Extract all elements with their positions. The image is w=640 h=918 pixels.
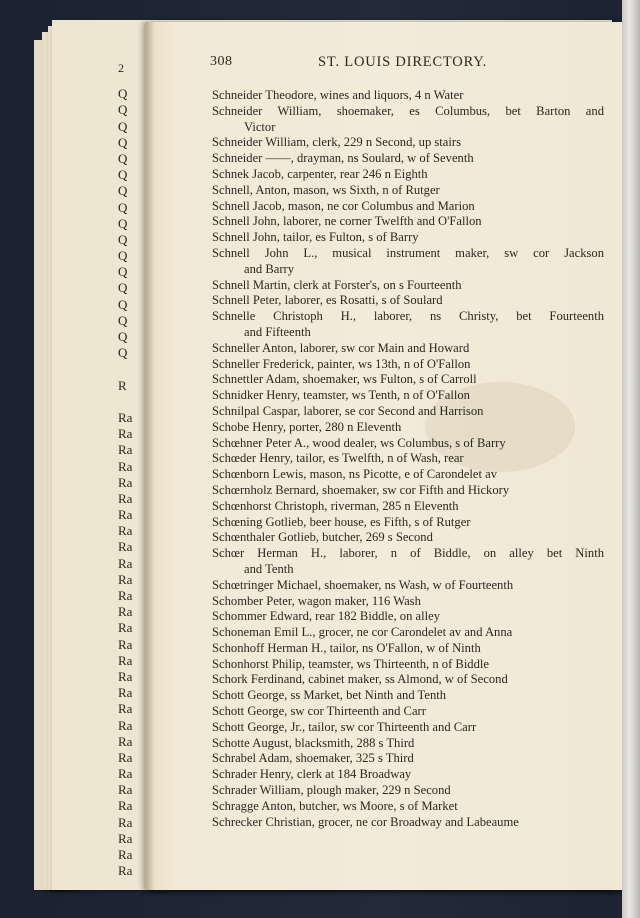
directory-entry [212, 530, 604, 546]
entry-text: Schonhorst Philip, teamster, ws Thirteenth, n of Biddle [212, 656, 489, 671]
directory-entry [212, 214, 604, 230]
entry-text: Schott George, ss Market, bet Ninth and Tenth [212, 688, 447, 703]
directory-entry [212, 799, 604, 815]
entry-text: Schneller Frederick, painter, ws 13th, n of O'Fallon [212, 356, 471, 371]
directory-entry [212, 594, 604, 610]
entry-text: Schrader Henry, clerk at 184 Broadway [212, 767, 412, 782]
underlying-page-text [118, 60, 148, 879]
entry-text: Schobe Henry, porter, 280 n Eleventh [212, 419, 402, 434]
entry-continuation: and Fifteenth [244, 324, 311, 339]
directory-entry [212, 688, 604, 704]
underlying-letter: Q [118, 329, 128, 344]
entry-text: Schnell John, laborer, ne corner Twelfth and O'Fallon [212, 214, 482, 229]
directory-entry [212, 515, 604, 531]
entry-text: Schnek Jacob, carpenter, rear 246 n Eighth [212, 166, 428, 181]
underlying-letter: Ra [118, 620, 133, 636]
underlying-letter [118, 361, 148, 377]
entry-text: Schneider William, shoemaker, es Columbus, bet Barton and [212, 103, 604, 118]
entry-text: Schneider William, clerk, 229 n Second, up stairs [212, 135, 461, 150]
directory-entry [212, 467, 604, 483]
directory-entry [212, 357, 604, 373]
directory-entry [212, 783, 604, 799]
underlying-letter: Ra [118, 409, 133, 425]
entry-text: Schnelle Christoph H., laborer, ns Christy, bet Fourteenth [212, 309, 604, 324]
underlying-letter: Ra [118, 555, 133, 571]
entry-text: Schommer Edward, rear 182 Biddle, on alley [212, 609, 441, 624]
directory-entry [212, 704, 604, 720]
underlying-letter: Ra [118, 523, 133, 539]
directory-entry [212, 104, 604, 136]
underlying-letter: Ra [118, 798, 133, 814]
directory-entry [212, 672, 604, 688]
entry-continuation: and Barry [244, 261, 295, 276]
underlying-letter: Ra [118, 588, 133, 603]
directory-entry [212, 135, 604, 151]
page-number: 308 [210, 54, 233, 69]
directory-entry [212, 483, 604, 499]
entry-text: Schnell, Anton, mason, ws Sixth, n of Rutger [212, 182, 440, 197]
directory-entry [212, 309, 604, 341]
entry-text: Schœnborn Lewis, mason, ns Picotte, e of Carondelet av [212, 467, 498, 482]
book-right-edge [622, 0, 640, 918]
underlying-letter: Ra [118, 426, 133, 442]
underlying-letter: Ra [118, 458, 133, 474]
underlying-letter: R [118, 377, 127, 393]
directory-entry [212, 293, 604, 309]
entry-text: Schott George, Jr., tailor, sw cor Thirteenth and Carr [212, 719, 477, 734]
directory-entry [212, 451, 604, 467]
directory-entry [212, 404, 604, 420]
underlying-letter: Ra [118, 474, 133, 490]
underlying-letter: Ra [118, 830, 133, 846]
underlying-letter: Ra [118, 507, 133, 523]
underlying-letter: Q [118, 345, 128, 361]
directory-entry [212, 546, 604, 578]
underlying-letter: Q [118, 199, 128, 215]
entry-text: Schnell John L., musical instrument maker, sw cor Jackson [212, 245, 604, 260]
entry-text: Schnell Martin, clerk at Forster's, on s Fourteenth [212, 277, 462, 292]
underlying-letter: Ra [118, 490, 133, 506]
entry-continuation: and Tenth [244, 561, 294, 576]
directory-entry [212, 815, 604, 831]
underlying-letter: Ra [118, 539, 133, 555]
underlying-letter: Q [118, 280, 128, 296]
directory-entry [212, 436, 604, 452]
entry-text: Schœhner Peter A., wood dealer, ws Columbus, s of Barry [212, 435, 506, 450]
underlying-letter: Ra [118, 717, 133, 733]
underlying-letter: Q [118, 167, 128, 183]
entry-text: Schnell Jacob, mason, ne cor Columbus and Marion [212, 198, 475, 213]
entry-text: Schœning Gotlieb, beer house, es Fifth, s of Rutger [212, 514, 471, 529]
entry-text: Schrader William, plough maker, 229 n Second [212, 783, 451, 798]
underlying-letter: Ra [118, 652, 133, 668]
directory-entry [212, 751, 604, 767]
underlying-letter: Ra [118, 442, 133, 458]
entry-text: Schneider ——, drayman, ns Soulard, w of Seventh [212, 151, 474, 166]
underlying-letter: Ra [118, 847, 133, 862]
directory-entry [212, 151, 604, 167]
directory-entry [212, 578, 604, 594]
entry-text: Schomber Peter, wagon maker, 116 Wash [212, 593, 421, 608]
entry-text: Schnidker Henry, teamster, ws Tenth, n of O'Fallon [212, 388, 470, 403]
underlying-letter: Ra [118, 701, 133, 717]
directory-entry [212, 625, 604, 641]
entry-text: Schœtringer Michael, shoemaker, ns Wash, w of Fourteenth [212, 577, 514, 592]
underlying-letter [118, 394, 148, 410]
underlying-letter: Ra [118, 685, 133, 701]
entry-text: Schœnhorst Christoph, riverman, 285 n Eleventh [212, 498, 459, 513]
entry-continuation: Victor [244, 119, 276, 134]
underlying-letter: Q [118, 296, 128, 312]
entry-text: Schœnthaler Gotlieb, butcher, 269 s Second [212, 530, 433, 545]
directory-entry [212, 341, 604, 357]
underlying-page-number: 2 [118, 61, 124, 75]
underlying-letter: Q [118, 86, 128, 102]
underlying-letter: Q [118, 102, 128, 118]
underlying-letter: Ra [118, 668, 133, 684]
underlying-letter: Ra [118, 571, 133, 587]
directory-entry [212, 420, 604, 436]
underlying-letter: Q [118, 231, 128, 247]
underlying-letter: Q [118, 312, 128, 328]
entry-text: Schrecker Christian, grocer, ne cor Broadway and Labeaume [212, 814, 519, 829]
directory-entry [212, 372, 604, 388]
directory-entry [212, 388, 604, 404]
directory-entry [212, 183, 604, 199]
underlying-letter: Ra [118, 814, 133, 830]
entry-text: Schneider Theodore, wines and liquors, 4 n Water [212, 88, 464, 102]
underlying-letter: Ra [118, 636, 133, 652]
directory-entry [212, 230, 604, 246]
underlying-letter: Ra [118, 766, 133, 782]
entry-text: Schork Ferdinand, cabinet maker, ss Almond, w of Second [212, 672, 508, 687]
entry-text: Schœder Henry, tailor, es Twelfth, n of Wash, rear [212, 451, 464, 466]
underlying-letter: Ra [118, 749, 133, 765]
entry-text: Schœrnholz Bernard, shoemaker, sw cor Fifth and Hickory [212, 482, 510, 497]
underlying-letter: Q [118, 118, 128, 134]
entry-text: Schœr Herman H., laborer, n of Biddle, on alley bet Ninth [212, 546, 604, 561]
entry-text: Schnilpal Caspar, laborer, se cor Second and Harrison [212, 403, 484, 418]
underlying-letter: Ra [118, 782, 133, 798]
directory-entry [212, 278, 604, 294]
running-head: ST. LOUIS DIRECTORY. [318, 54, 488, 70]
page-gutter-shadow [145, 22, 155, 890]
entry-text: Schonhoff Herman H., tailor, ns O'Fallon, w of Ninth [212, 640, 481, 655]
directory-entry [212, 167, 604, 183]
directory-entries [212, 88, 604, 830]
directory-entry [212, 88, 604, 104]
entry-text: Schrabel Adam, shoemaker, 325 s Third [212, 751, 414, 766]
entry-text: Schoneman Emil L., grocer, ne cor Carondelet av and Anna [212, 625, 513, 640]
directory-entry [212, 720, 604, 736]
underlying-letter: Ra [118, 863, 133, 879]
entry-text: Schott George, sw cor Thirteenth and Carr [212, 704, 426, 719]
page-header [210, 54, 600, 74]
directory-entry [212, 499, 604, 515]
directory-entry [212, 246, 604, 278]
directory-entry [212, 641, 604, 657]
entry-text: Schnell Peter, laborer, es Rosatti, s of Soulard [212, 293, 443, 308]
underlying-letter: Q [118, 134, 128, 150]
directory-entry [212, 767, 604, 783]
directory-entry [212, 736, 604, 752]
underlying-letter: Q [118, 248, 128, 264]
directory-entry [212, 609, 604, 625]
entry-text: Schnettler Adam, shoemaker, ws Fulton, s of Carroll [212, 372, 477, 387]
underlying-letter: Q [118, 264, 128, 280]
underlying-letter: Q [118, 183, 128, 199]
underlying-letter: Q [118, 150, 128, 166]
entry-text: Schotte August, blacksmith, 288 s Third [212, 735, 415, 750]
underlying-letter: Q [118, 215, 128, 231]
directory-entry [212, 657, 604, 673]
underlying-letter: Ra [118, 733, 133, 749]
entry-text: Schnell John, tailor, es Fulton, s of Barry [212, 230, 419, 245]
entry-text: Schragge Anton, butcher, ws Moore, s of Market [212, 798, 458, 813]
underlying-letter: Ra [118, 604, 133, 620]
directory-entry [212, 199, 604, 215]
entry-text: Schneller Anton, laborer, sw cor Main and Howard [212, 340, 470, 355]
